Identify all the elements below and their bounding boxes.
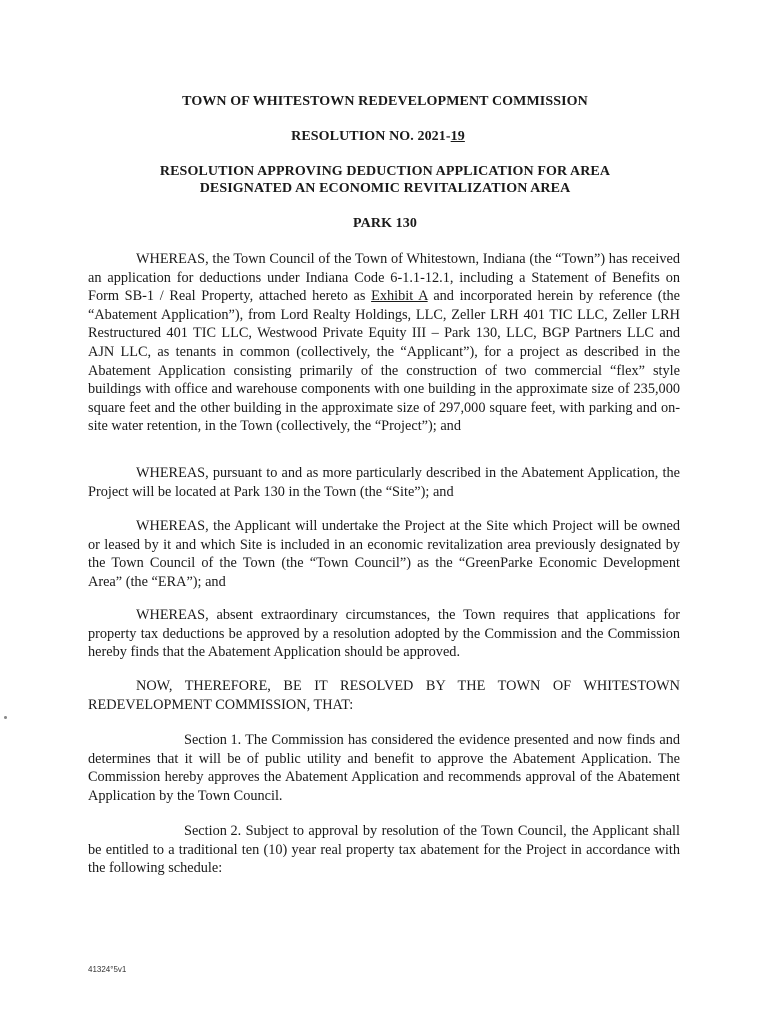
section-2-label: Section 2. xyxy=(184,823,242,839)
whereas-paragraph-2: WHEREAS, pursuant to and as more particularly described in the Abatement Application, the Project will be located at Park 130 in the Town (the “Site”); and xyxy=(88,465,680,500)
section-2-paragraph xyxy=(88,822,680,878)
commission-heading: TOWN OF WHITESTOWN REDEVELOPMENT COMMISSION xyxy=(182,94,588,109)
whereas-paragraph-1: WHEREAS, the Town Council of the Town of Whitestown, Indiana (the “Town”) has received an application for deductions under Indiana Code 6-1.1-12.1, including a Statement of Benefits on Form SB-1 / Real Property, attached hereto as Exhibit A and incorporated herein by reference (the “Abatement Application”), from Lord Realty Holdings, LLC, Zeller LRH 401 TIC LLC, Zeller LRH Restructured 401 TIC LLC, Westwood Private Equity III – Park 130, LLC, BGP Partners LLC and AJN LLC, as tenants in common (collectively, the “Applicant”), for a project as described in the Abatement Application consisting primarily of the construction of two commercial “flex” style buildings with office and warehouse components with one building in the approximate size of 235,000 square feet and the other building in the approximate size of 297,000 square feet, with parking and on-site water retention, in the Town (collectively, the “Project”); and xyxy=(88,251,680,435)
resolution-title-line1: RESOLUTION APPROVING DEDUCTION APPLICATION FOR AREA xyxy=(159,164,611,179)
section-2-text: Subject to approval by resolution of the Town Council, the Applicant shall be entitled to a traditional ten (10) year real property tax abatement for the Project in accordance with the following schedule: xyxy=(88,823,680,877)
section-1-label: Section 1. xyxy=(184,732,242,748)
section-1-text: The Commission has considered the evidence presented and now finds and determines that it will be of public utility and benefit to approve the Abatement Application. The Commission hereby approves the Abatement Application and recommends approval of the Abatement Application by the Town Council. xyxy=(88,732,680,804)
margin-mark xyxy=(4,716,7,719)
resolution-prefix: RESOLUTION NO. 2021- xyxy=(291,129,451,144)
resolution-number-heading xyxy=(0,128,770,146)
section-1-paragraph xyxy=(88,731,680,805)
whereas-paragraph-4: WHEREAS, absent extraordinary circumstances, the Town requires that applications for property tax deductions be approved by a resolution adopted by the Commission and the Commission hereby finds that the Abatement Application should be approved. xyxy=(88,607,680,661)
whereas-paragraph-3: WHEREAS, the Applicant will undertake the Project at the Site which Project will be owned or leased by it and which Site is included in an economic revitalization area previously designated by the Town Council of the Town (the “Town Council”) as the “GreenParke Economic Development Area” (the “ERA”); and xyxy=(88,518,680,590)
resolution-title-line2: DESIGNATED AN ECONOMIC REVITALIZATION AREA xyxy=(199,181,571,196)
document-id-footer: 41324°5v1 xyxy=(88,965,127,974)
resolution-number: 19 xyxy=(450,129,465,144)
exhibit-a-reference: Exhibit A xyxy=(371,288,428,305)
resolved-paragraph: NOW, THEREFORE, BE IT RESOLVED BY THE TOWN OF WHITESTOWN REDEVELOPMENT COMMISSION, THAT: xyxy=(88,678,680,713)
project-name-heading: PARK 130 xyxy=(353,216,417,231)
